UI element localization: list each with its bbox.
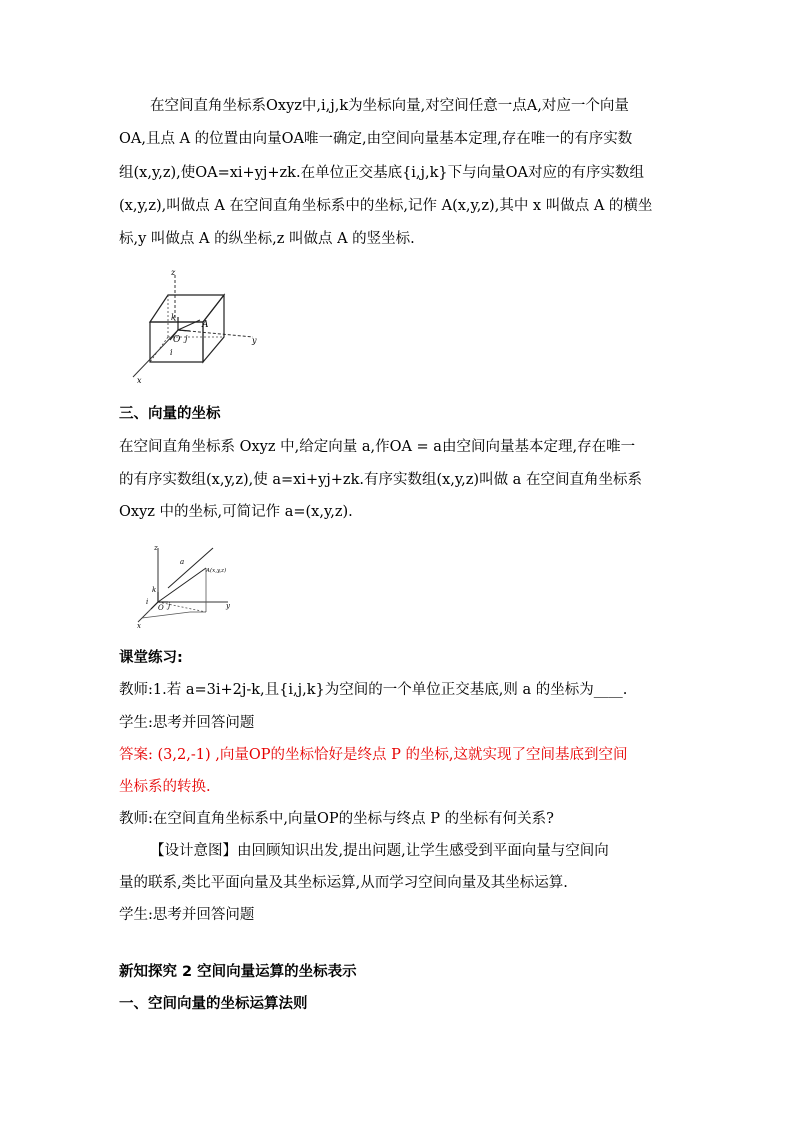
fig1-label-A: A — [202, 320, 209, 330]
fig2-label-i: i — [146, 598, 149, 606]
paragraph1-line2: OA,且点 A 的位置由向量OA唯一确定,由空间向量基本定理,存在唯一的有序实数 — [119, 131, 633, 147]
fig2-label-z: z — [154, 544, 158, 552]
design-intent-line2: 量的联系,类比平面向量及其坐标运算,从而学习空间向量及其坐标运算. — [119, 875, 568, 891]
paragraph1-line4: (x,y,z),叫做点 A 在空间直角坐标系中的坐标,记作 A(x,y,z),其中 x 叫做点 A 的横坐 — [119, 198, 653, 214]
fig1-label-O: O — [173, 335, 181, 345]
paragraph1-line5: 标,y 叫做点 A 的纵坐标,z 叫做点 A 的竖坐标. — [119, 231, 415, 247]
paragraph1-line1: 在空间直角坐标系Oxyz中,i,j,k为坐标向量,对空间任意一点A,对应一个向量 — [150, 98, 629, 114]
fig1-label-k: k — [171, 313, 176, 322]
figure-coordinate-box — [128, 265, 268, 390]
design-intent-line1: 【设计意图】由回顾知识出发,提出问题,让学生感受到平面向量与空间向 — [150, 843, 609, 859]
fig1-label-y: y — [252, 336, 257, 345]
fig2-label-x: x — [137, 622, 141, 630]
exercise-answer-line2: 坐标系的转换. — [119, 779, 211, 795]
paragraph1-line3: 组(x,y,z),使OA=xi+yj+zk.在单位正交基底{i,j,k}下与向量OA对应的有序实数组 — [119, 165, 645, 181]
fig2-label-j: j — [168, 602, 171, 610]
fig1-label-z: z — [171, 268, 176, 277]
exercise-teacher-question-2: 教师:在空间直角坐标系中,向量OP的坐标与终点 P 的坐标有何关系? — [119, 811, 554, 827]
section3-line3: Oxyz 中的坐标,可简记作 a=(x,y,z). — [119, 504, 353, 520]
fig1-label-i: i — [170, 348, 173, 357]
section3-line1: 在空间直角坐标系 Oxyz 中,给定向量 a,作OA = a由空间向量基本定理,存在唯一 — [119, 439, 636, 455]
fig2-label-k: k — [152, 586, 157, 594]
exercise-teacher-question: 教师:1.若 a=3i+2j-k,且{i,j,k}为空间的一个单位正交基底,则 a 的坐标为____. — [119, 682, 628, 698]
fig2-label-a: a — [180, 558, 185, 566]
exercise-heading: 课堂练习: — [119, 650, 183, 666]
fig2-label-A: A(x,y,z) — [206, 568, 227, 574]
section3-line2: 的有序实数组(x,y,z),使 a=xi+yj+zk.有序实数组(x,y,z)叫做 a 在空间直角坐标系 — [119, 472, 642, 488]
exercise-student-response-2: 学生:思考并回答问题 — [119, 907, 255, 923]
new-section-heading: 新知探究 2 空间向量运算的坐标表示 — [119, 964, 357, 980]
section3-heading: 三、向量的坐标 — [119, 406, 221, 422]
fig2-label-O: O — [158, 604, 164, 612]
exercise-student-response-1: 学生:思考并回答问题 — [119, 715, 255, 731]
exercise-answer-line1: 答案: (3,2,-1) ,向量OP的坐标恰好是终点 P 的坐标,这就实现了空间基底到空间 — [119, 747, 628, 763]
fig1-label-j: j — [185, 334, 188, 343]
figure-vector-coordinates — [128, 540, 248, 640]
fig1-label-x: x — [137, 376, 142, 385]
new-section-subheading: 一、空间向量的坐标运算法则 — [119, 996, 308, 1012]
fig2-label-y: y — [226, 602, 230, 610]
